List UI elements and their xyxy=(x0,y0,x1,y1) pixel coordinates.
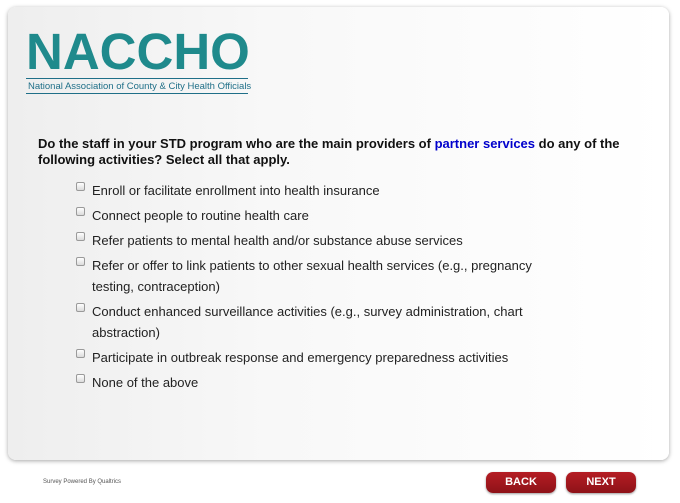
logo-subtitle: National Association of County & City Health Officials xyxy=(26,78,248,94)
choice-label[interactable]: Conduct enhanced surveillance activities (e.g., survey administration, chart abstraction) xyxy=(92,304,523,340)
checkbox[interactable] xyxy=(76,182,85,191)
choice-label[interactable]: Connect people to routine health care xyxy=(92,208,309,223)
checkbox[interactable] xyxy=(76,232,85,241)
next-button[interactable]: NEXT xyxy=(566,472,636,493)
partner-services-link[interactable]: partner services xyxy=(434,136,536,151)
choice-item[interactable] xyxy=(76,255,536,297)
checkbox[interactable] xyxy=(76,349,85,358)
checkbox[interactable] xyxy=(76,207,85,216)
qualtrics-footer-link[interactable]: Survey Powered By Qualtrics xyxy=(43,479,122,485)
naccho-logo xyxy=(26,23,252,94)
choice-item[interactable] xyxy=(76,347,546,368)
choice-label[interactable]: Refer or offer to link patients to other sexual health services (e.g., pregnancy testing, contraception) xyxy=(92,258,532,294)
choice-list xyxy=(76,180,546,393)
choice-label[interactable]: Participate in outbreak response and emergency preparedness activities xyxy=(92,350,509,365)
question-text-before: Do the staff in your STD program who are the main providers of xyxy=(38,136,435,151)
logo-wordmark: NACCHO xyxy=(26,23,250,80)
choice-label[interactable]: Enroll or facilitate enrollment into health insurance xyxy=(92,183,380,198)
checkbox[interactable] xyxy=(76,374,85,383)
checkbox[interactable] xyxy=(76,303,85,312)
choice-label[interactable]: None of the above xyxy=(92,375,199,390)
back-button[interactable]: BACK xyxy=(486,472,556,493)
question-text-after: do any of the following activities? Select all that apply. xyxy=(38,136,620,167)
choice-label[interactable]: Refer patients to mental health and/or substance abuse services xyxy=(92,233,463,248)
choice-item[interactable] xyxy=(76,301,526,343)
checkbox[interactable] xyxy=(76,257,85,266)
choice-item[interactable] xyxy=(76,230,546,251)
choice-item[interactable] xyxy=(76,180,546,201)
question-text xyxy=(38,136,638,168)
choice-item[interactable] xyxy=(76,205,546,226)
choice-item[interactable] xyxy=(76,372,546,393)
